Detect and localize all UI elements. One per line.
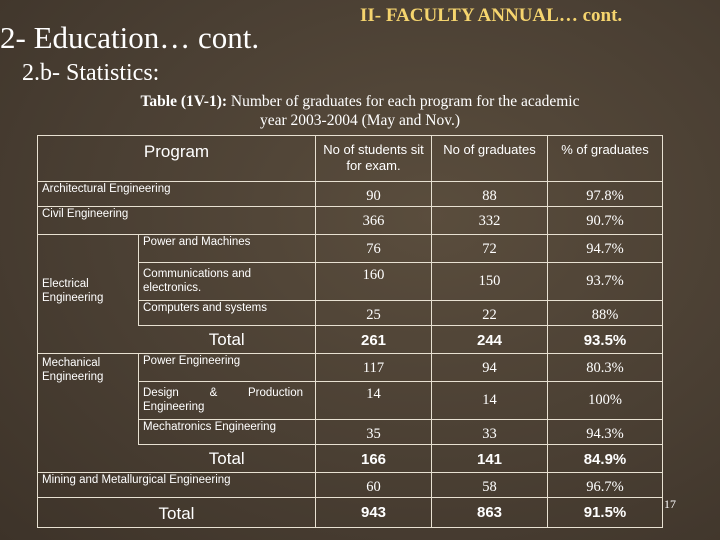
- grand-total-row: [38, 498, 663, 528]
- total-label: Total: [139, 445, 316, 473]
- cell-students: 943: [316, 498, 432, 528]
- row-label-mining: Mining and Metallurgical Engineering: [38, 473, 316, 498]
- cell-percent: 90.7%: [548, 207, 663, 235]
- table-row: [38, 354, 663, 382]
- table-caption: [0, 92, 720, 130]
- cell-students: 14: [316, 382, 432, 420]
- caption-label: Table (1V-1):: [140, 93, 228, 110]
- cell-graduates: 14: [432, 382, 548, 420]
- cell-graduates: 88: [432, 182, 548, 207]
- cell-percent: 88%: [548, 301, 663, 326]
- sub-label: Power and Machines: [139, 235, 316, 263]
- cell-percent: 97.8%: [548, 182, 663, 207]
- cell-students: 261: [316, 326, 432, 354]
- cell-graduates: 94: [432, 354, 548, 382]
- cell-percent: 84.9%: [548, 445, 663, 473]
- label-part: Design: [143, 387, 179, 399]
- sub-label-design-production: [139, 382, 316, 420]
- row-label-civil: Civil Engineering: [38, 207, 316, 235]
- cell-percent: 100%: [548, 382, 663, 420]
- sub-label: Computers and systems: [139, 301, 316, 326]
- header-graduates: No of graduates: [432, 136, 548, 182]
- table-row: [38, 473, 663, 498]
- blank-cell: [38, 326, 139, 354]
- cell-students: 160: [316, 263, 432, 301]
- cell-percent: 94.3%: [548, 420, 663, 445]
- caption-line-1: [0, 92, 720, 111]
- caption-text-1: Number of graduates for each program for the academic: [227, 93, 580, 110]
- slide-header: II- FACULTY ANNUAL… cont.: [360, 5, 623, 26]
- sub-label-line-1: [143, 386, 303, 400]
- sub-label: Communications and electronics.: [139, 263, 316, 301]
- cell-students: 117: [316, 354, 432, 382]
- section-title: 2- Education… cont.: [0, 20, 260, 55]
- cell-students: 90: [316, 182, 432, 207]
- cell-graduates: 22: [432, 301, 548, 326]
- cell-percent: 80.3%: [548, 354, 663, 382]
- cell-graduates: 58: [432, 473, 548, 498]
- label-part: &: [209, 387, 218, 399]
- cell-graduates: 332: [432, 207, 548, 235]
- table-header-row: [38, 136, 663, 182]
- cell-graduates: 141: [432, 445, 548, 473]
- grand-total-label: Total: [38, 498, 316, 528]
- label-part: Production: [248, 387, 303, 399]
- table-row: [38, 182, 663, 207]
- cell-graduates: 863: [432, 498, 548, 528]
- table-row: [38, 235, 663, 263]
- cell-graduates: 72: [432, 235, 548, 263]
- cell-students: 366: [316, 207, 432, 235]
- row-label-electrical: Electrical Engineering: [38, 235, 139, 326]
- cell-students: 76: [316, 235, 432, 263]
- cell-students: 60: [316, 473, 432, 498]
- cell-percent: 91.5%: [548, 498, 663, 528]
- cell-graduates: 33: [432, 420, 548, 445]
- page-number: 17: [664, 497, 676, 511]
- table-row: [38, 207, 663, 235]
- header-program: Program: [38, 136, 316, 182]
- blank-cell: [38, 445, 139, 473]
- header-percent: % of graduates: [548, 136, 663, 182]
- label-part: Engineering: [143, 401, 205, 413]
- mechanical-total-row: [38, 445, 663, 473]
- electrical-total-row: [38, 326, 663, 354]
- row-label-mechanical: Mechanical Engineering: [38, 354, 139, 445]
- cell-students: 25: [316, 301, 432, 326]
- cell-students: 35: [316, 420, 432, 445]
- cell-graduates: 244: [432, 326, 548, 354]
- cell-percent: 94.7%: [548, 235, 663, 263]
- caption-text-2: year 2003-2004 (May and Nov.): [259, 112, 460, 129]
- cell-students: 166: [316, 445, 432, 473]
- header-students: No of students sit for exam.: [316, 136, 432, 182]
- cell-percent: 93.7%: [548, 263, 663, 301]
- subsection-title: 2.b- Statistics:: [22, 60, 160, 86]
- sub-label: Mechatronics Engineering: [139, 420, 316, 445]
- cell-percent: 96.7%: [548, 473, 663, 498]
- cell-percent: 93.5%: [548, 326, 663, 354]
- cell-graduates: 150: [432, 263, 548, 301]
- row-label-architectural: Architectural Engineering: [38, 182, 316, 207]
- sub-label: Power Engineering: [139, 354, 316, 382]
- graduates-table: [37, 135, 663, 528]
- total-label: Total: [139, 326, 316, 354]
